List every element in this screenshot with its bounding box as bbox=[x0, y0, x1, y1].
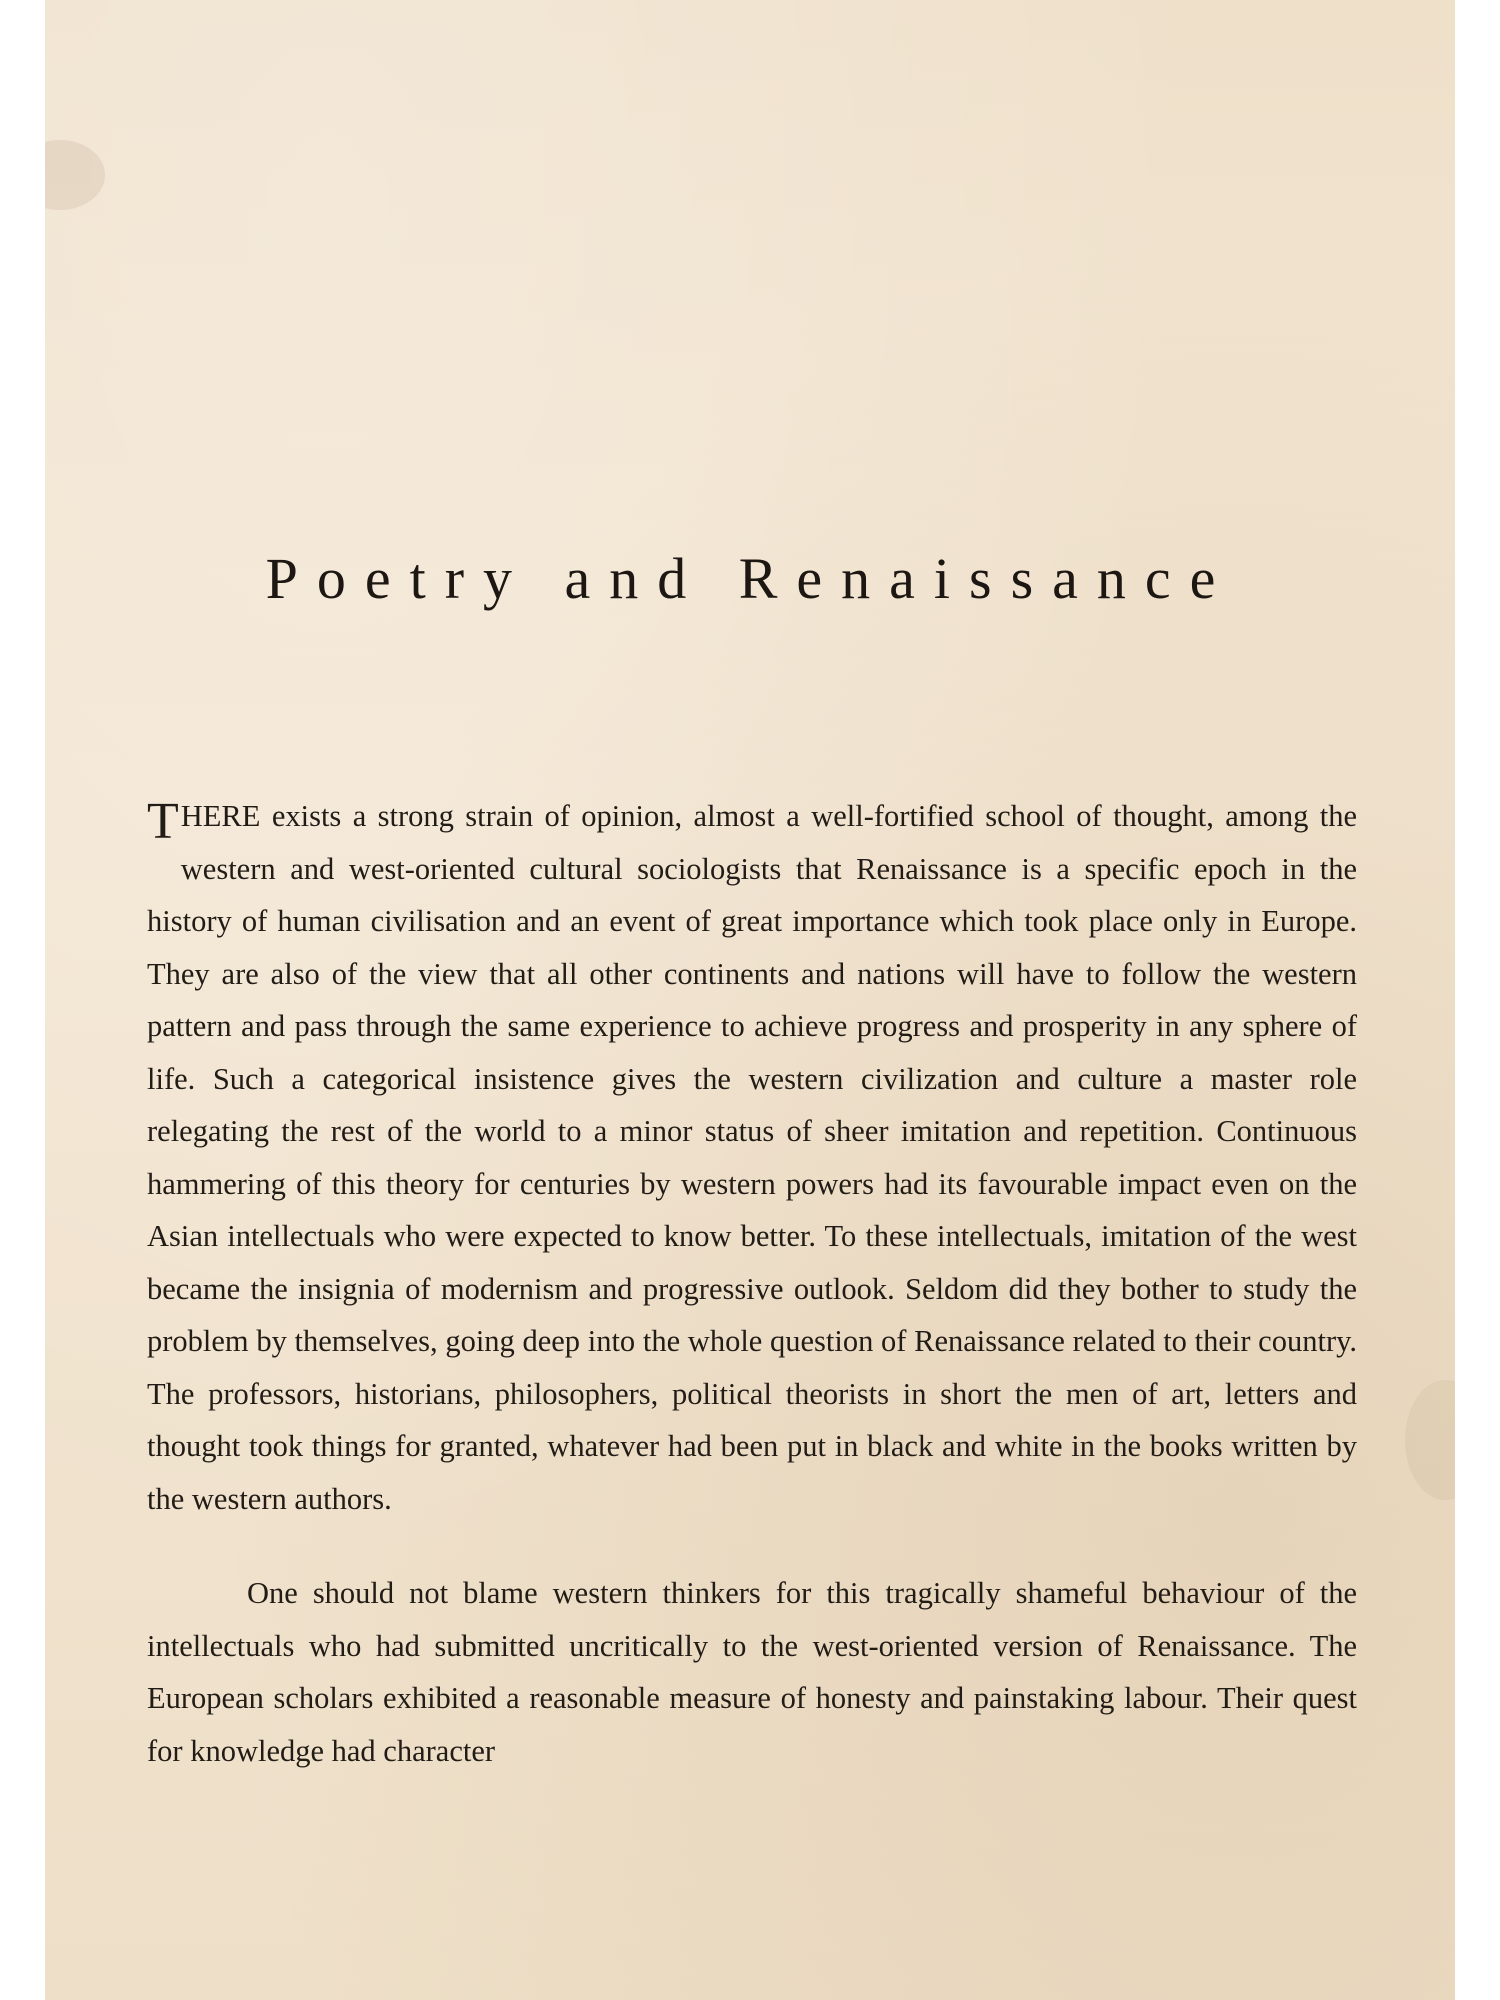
paragraph: One should not blame western thinkers for this tragically shameful behaviour of the intellectuals who had submitted uncritically to the west-oriented version of Renaissance. The European scholars exhibited a reasonable measure of honesty and painstaking labour. Their quest for knowledge had character bbox=[147, 1576, 1357, 1768]
book-page bbox=[45, 0, 1455, 2000]
chapter-title: Poetry and Renaissance bbox=[265, 546, 1235, 611]
first-word: HERE bbox=[180, 799, 261, 833]
drop-cap: T bbox=[147, 793, 179, 850]
paper-stain bbox=[1405, 1380, 1455, 1500]
paper-stain bbox=[45, 140, 105, 210]
paragraph-text: exists a strong strain of opinion, almost a well-fortified school of thought, among the western and west-oriented cultural sociologists that Renaissance is a specific epoch in the history of human civilisation and an event of great importance which took place only in Europe. They are also of the view that all other continents and nations will have to follow the western pattern and pass through the same experience to achieve progress and prosperity in any sphere of life. Such a categorical insistence gives the western civilization and culture a master role relegating the rest of the world to a minor status of sheer imitation and repetition. Continuous hammering of this theory for centuries by western powers had its favourable impact even on the Asian intellectuals who were expected to know better. To these intellectuals, imitation of the west became the insignia of modernism and progressive outlook. Seldom did they bother to study the problem by themselves, going deep into the whole question of Renaissance related to their country. The professors, historians, philosophers, political theorists in short the men of art, letters and thought took things for granted, whatever had been put in black and white in the books written by the western authors. bbox=[147, 799, 1357, 1516]
paragraph bbox=[147, 790, 1357, 1525]
body-text bbox=[147, 790, 1357, 1777]
